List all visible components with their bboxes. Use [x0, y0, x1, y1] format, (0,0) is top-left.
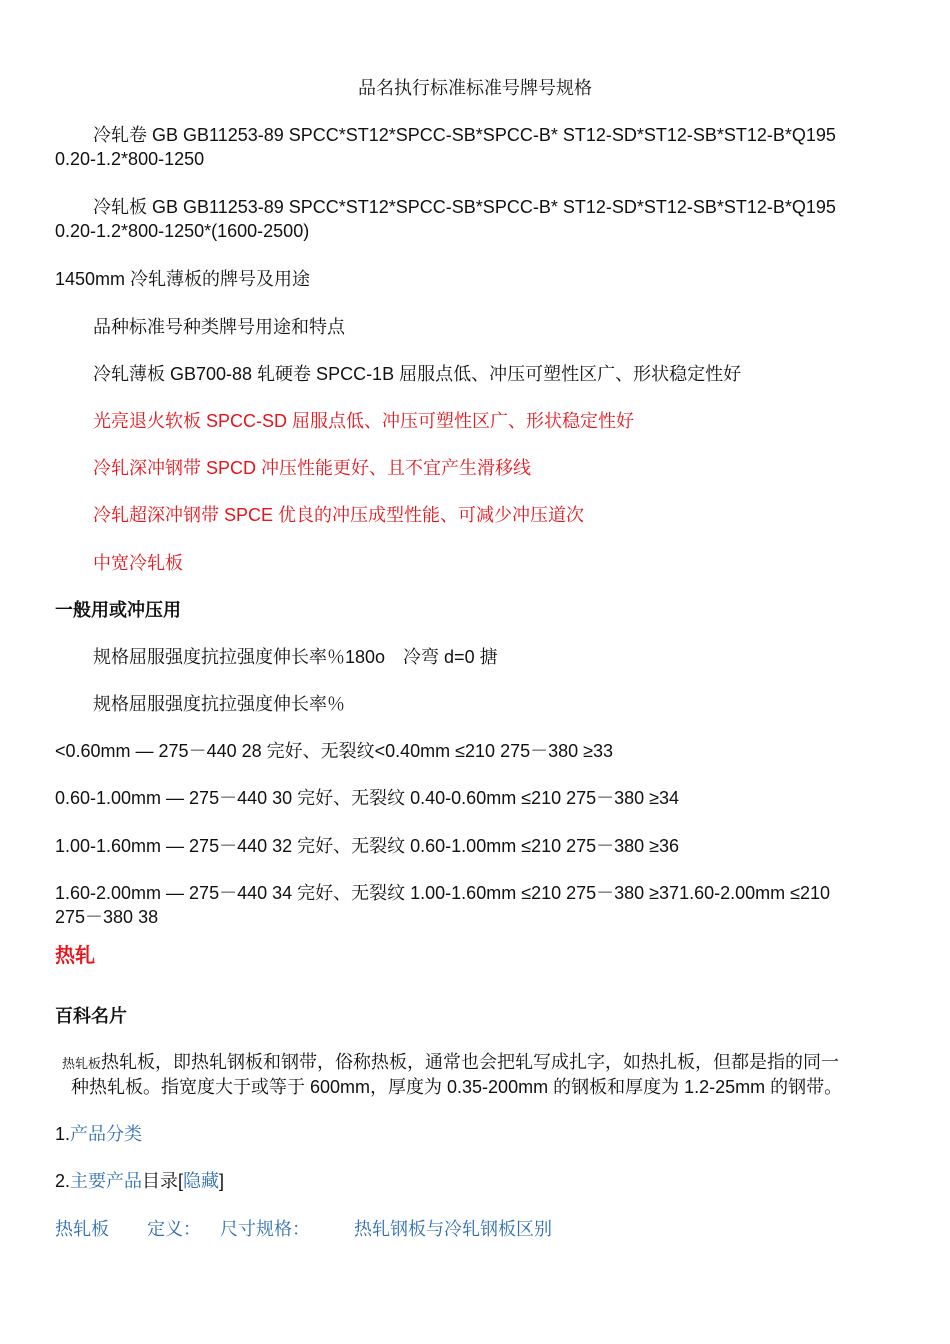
doc-title: 品名执行标准标准号牌号规格 [358, 78, 592, 98]
heading-general-use: 一般用或冲压用 [55, 600, 181, 620]
heading-baike-card: 百科名片 [55, 1006, 127, 1026]
paragraph-cold-coil-spec: 0.20-1.2*800-1250 [55, 149, 205, 169]
link-definition[interactable]: 定义： [147, 1219, 201, 1239]
card-text-1: 热轧板，即热轧钢板和钢带，俗称热板，通常也会把轧写成扎字，如热扎板，但都是指的同一 [101, 1052, 840, 1072]
card-text-line-1 [62, 1050, 902, 1076]
paragraph-cold-plate: 冷轧板 GB GB11253-89 SPCC*ST12*SPCC-SB*SPCC-B* ST12-SD*ST12-SB*ST12-B*Q195 [93, 197, 836, 217]
spec-row-4-cont: 275－380 38 [55, 907, 159, 927]
spec-row-4: 1.60-2.00mm — 275－440 34 完好、无裂纹 1.00-1.60mm ≤210 275－380 ≥371.60-2.00mm ≤210 [55, 883, 831, 903]
paragraph-spec-header-2: 规格屈服强度抗拉强度伸长率％ [93, 694, 345, 714]
red-line-annealed: 光亮退火软板 SPCC-SD 屈服点低、冲压可塑性区广、形状稳定性好 [93, 411, 635, 431]
card-label-small: 热轧板 [62, 1056, 102, 1071]
red-line-spce: 冷轧超深冲钢带 SPCE 优良的冲压成型性能、可减少冲压道次 [93, 505, 585, 525]
spec-row-2: 0.60-1.00mm — 275－440 30 完好、无裂纹 0.40-0.60mm ≤210 275－380 ≥34 [55, 788, 680, 808]
paragraph-cold-plate-spec: 0.20-1.2*800-1250*(1600-2500) [55, 221, 310, 241]
spec-row-1: <0.60mm — 275－440 28 完好、无裂纹<0.40mm ≤210 275－380 ≥33 [55, 741, 614, 761]
link-dimensions[interactable]: 尺寸规格： [220, 1219, 310, 1239]
paragraph-cold-coil: 冷轧卷 GB GB11253-89 SPCC*ST12*SPCC-SB*SPCC-B* ST12-SD*ST12-SB*ST12-B*Q195 [93, 125, 836, 145]
link-main-products[interactable]: 主要产品 [70, 1171, 143, 1191]
paragraph-columns: 品种标准号种类牌号用途和特点 [93, 317, 345, 337]
toc-number-1: 1. [55, 1124, 71, 1144]
paragraph-cold-thin: 冷轧薄板 GB700-88 轧硬卷 SPCC-1B 屈服点低、冲压可塑性区广、形状稳定性好 [93, 364, 742, 384]
heading-hot-rolled: 热轧 [55, 945, 95, 967]
paragraph-spec-header-1: 规格屈服强度抗拉强度伸长率％180o 冷弯 d=0 搪 [93, 647, 498, 667]
toc-bracket-close: ] [219, 1171, 225, 1191]
link-hot-rolled-plate[interactable]: 热轧板 [55, 1219, 109, 1239]
link-product-category[interactable]: 产品分类 [70, 1124, 143, 1144]
red-line-spcd: 冷轧深冲钢带 SPCD 冲压性能更好、且不宜产生滑移线 [93, 458, 532, 478]
spec-row-3: 1.00-1.60mm — 275－440 32 完好、无裂纹 0.60-1.00mm ≤210 275－380 ≥36 [55, 836, 680, 856]
link-row [55, 1217, 895, 1242]
card-text-2: 种热轧板。指宽度大于或等于 600mm，厚度为 0.35-200mm 的钢板和厚度为 1.2-25mm 的钢带。 [71, 1077, 843, 1097]
link-hot-vs-cold[interactable]: 热轧钢板与冷轧钢板区别 [354, 1219, 552, 1239]
toc-item-1 [55, 1122, 895, 1147]
toc-number-2: 2. [55, 1171, 71, 1191]
toc-item-2 [55, 1169, 895, 1194]
red-line-medium-wide: 中宽冷轧板 [93, 553, 183, 573]
link-hide[interactable]: 隐藏 [183, 1171, 220, 1191]
toc-label: 目录[ [142, 1171, 184, 1191]
paragraph-1450mm: 1450mm 冷轧薄板的牌号及用途 [55, 269, 311, 289]
